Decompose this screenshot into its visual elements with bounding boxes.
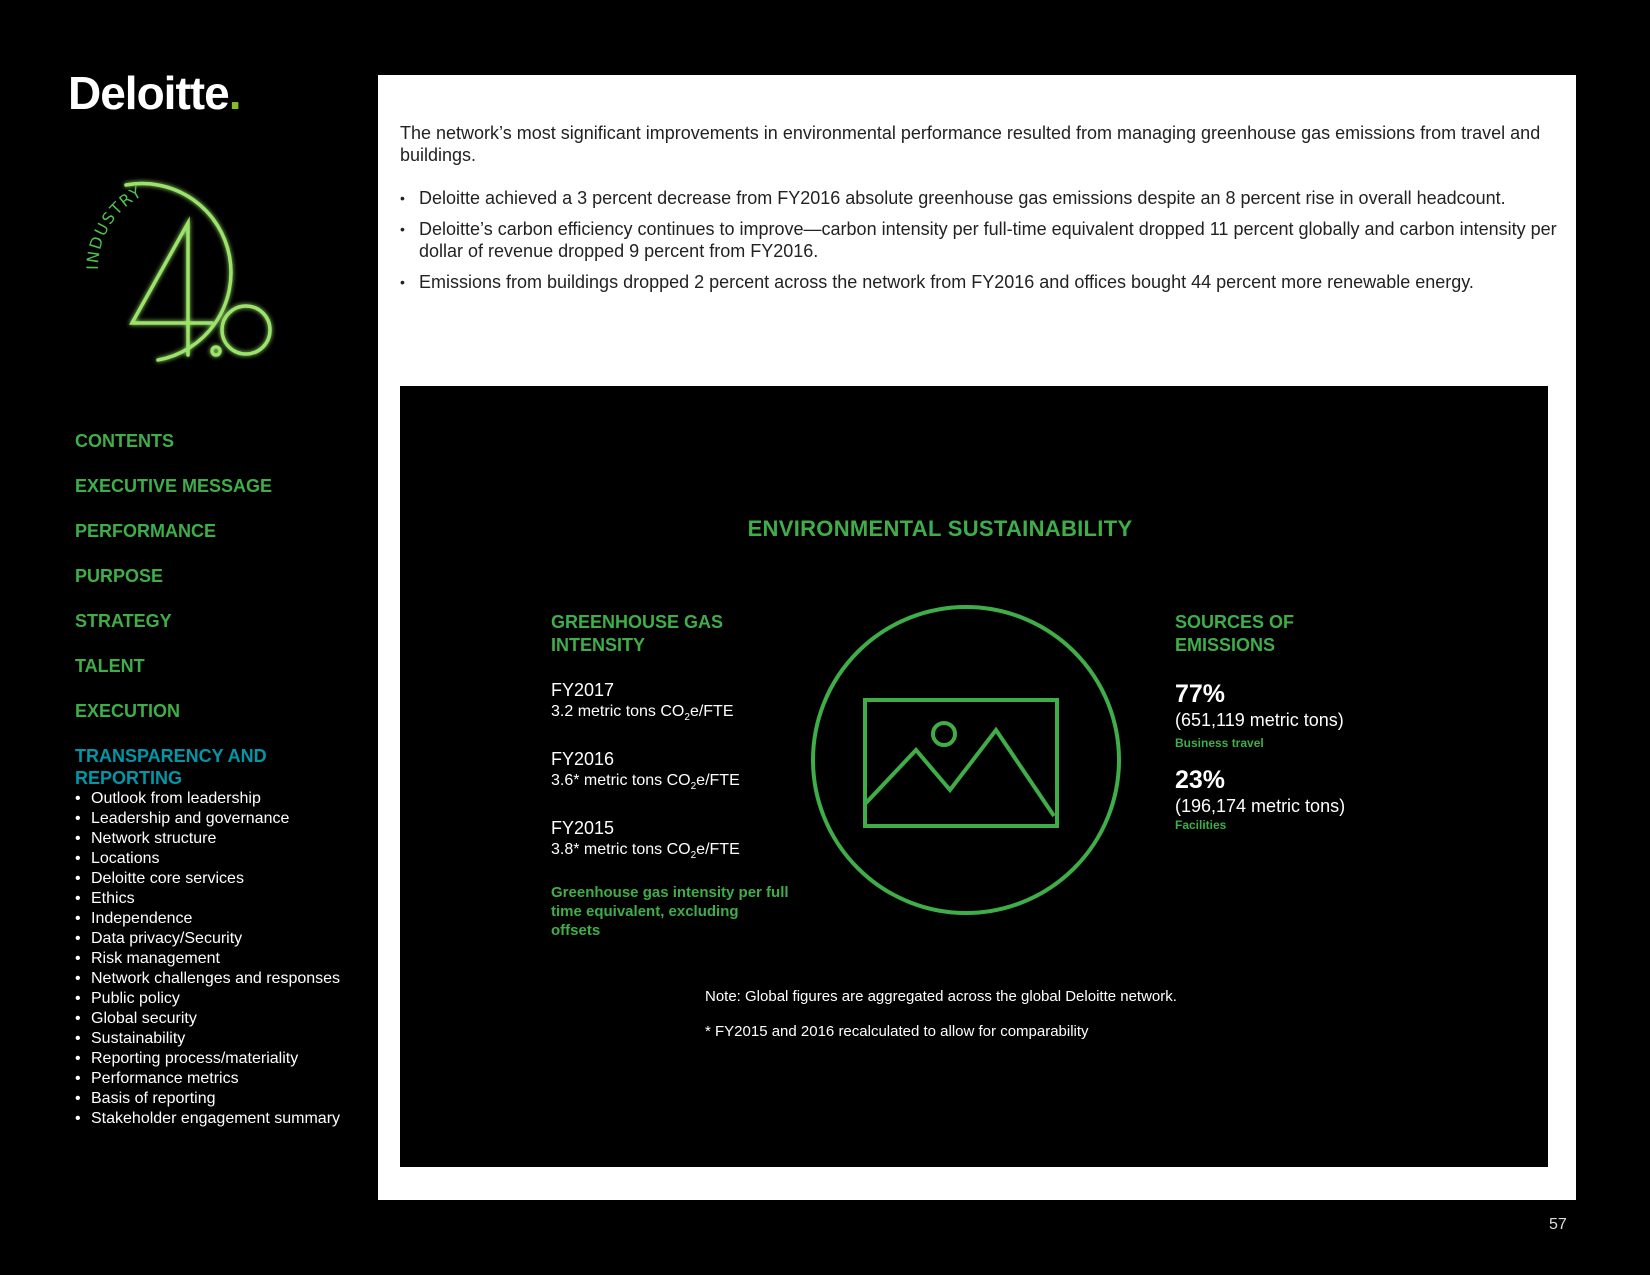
nav-subitem[interactable]: • Ethics (75, 889, 365, 909)
fy-value: 3.6* metric tons $CO_2e$/FTE (551, 772, 740, 793)
content-panel (378, 75, 1576, 1200)
source-tons: (196,174 metric tons) (1175, 796, 1346, 816)
industry-4-emblem (70, 175, 280, 375)
fy-year: FY2017 (551, 680, 615, 700)
nav-transparency-and-reporting[interactable]: TRANSPARENCY AND REPORTING (75, 746, 267, 788)
nav-subitem[interactable]: • Risk management (75, 949, 365, 969)
source-percent: 23% (1175, 766, 1226, 794)
nav-subitem[interactable]: • Global security (75, 1009, 365, 1029)
ghg-note: Greenhouse gas intensity per full time equivalent, excluding offsets (551, 883, 789, 939)
source-label: Facilities (1175, 818, 1227, 832)
nav-subitem[interactable]: • Data privacy/Security (75, 929, 365, 949)
infographic-title: ENVIRONMENTAL SUSTAINABILITY (747, 516, 1133, 541)
nav-subitem[interactable]: • Basis of reporting (75, 1089, 365, 1109)
nav-purpose[interactable]: PURPOSE (75, 566, 164, 586)
emblem-word: INDUSTRY (82, 181, 146, 271)
nav-subitem[interactable]: • Locations (75, 849, 365, 869)
logo-text: Deloitte (68, 67, 229, 119)
nav-subitem[interactable]: • Public policy (75, 989, 365, 1009)
highlight-item: • Emissions from buildings dropped 2 percent across the network from FY2016 and offices bought 44 percent more renewable energy. (400, 271, 1560, 293)
fy-year: FY2015 (551, 818, 615, 839)
nav-subitem[interactable]: • Leadership and governance (75, 809, 365, 829)
sustainability-infographic (400, 386, 1548, 1167)
fy-value: 3.8* metric tons $CO_2e$/FTE (551, 841, 740, 862)
ghg-intensity-section (551, 611, 791, 940)
sources-title-line2: EMISSIONS (1175, 635, 1276, 655)
deloitte-logo (68, 66, 240, 120)
side-navigation (75, 430, 365, 1129)
source-item (1175, 679, 1435, 751)
nav-sub-list (75, 789, 365, 1129)
nav-execution[interactable]: EXECUTION (75, 701, 181, 721)
nav-contents[interactable]: CONTENTS (75, 431, 174, 451)
note-text: Note: Global figures are aggregated across the global Deloitte network. (705, 988, 1177, 1005)
nav-subitem[interactable]: • Deloitte core services (75, 869, 365, 889)
nav-subitem[interactable]: • Performance metrics (75, 1069, 365, 1089)
ghg-title (551, 611, 791, 657)
source-item (1175, 765, 1435, 833)
fy-year: FY2016 (551, 749, 615, 770)
ghg-entry (551, 817, 791, 866)
sources-title-line1: SOURCES OF (1175, 612, 1295, 632)
page-number: 57 (1549, 1216, 1567, 1233)
footnote-text: * FY2015 and 2016 recalculated to allow for comparability (705, 1023, 1089, 1040)
sources-title (1175, 611, 1435, 657)
nav-strategy[interactable]: STRATEGY (75, 611, 172, 631)
svg-text:INDUSTRY (83, 182, 146, 270)
nav-executive-message[interactable]: EXECUTIVE MESSAGE (75, 476, 273, 496)
highlight-item: • Deloitte achieved a 3 percent decrease from FY2016 absolute greenhouse gas emissions despite an 8 percent rise in overall headcount. (400, 187, 1560, 209)
highlights-list (400, 187, 1560, 302)
source-label: Business travel (1175, 736, 1264, 750)
logo-dot: . (228, 67, 241, 119)
nav-subitem[interactable]: • Stakeholder engagement summary (75, 1109, 365, 1129)
nav-subitem[interactable]: • Sustainability (75, 1029, 365, 1049)
emission-sources-section (1175, 611, 1435, 847)
nav-subitem[interactable]: • Network challenges and responses (75, 969, 365, 989)
ghg-entry (551, 679, 791, 728)
nav-subitem[interactable]: • Outlook from leadership (75, 789, 365, 809)
infographic-notes (705, 988, 1345, 1058)
intro-paragraph: The network’s most significant improvements in environmental performance resulted from managing greenhouse gas emissions from travel and buildings. (400, 123, 1541, 165)
nav-subitem[interactable]: • Network structure (75, 829, 365, 849)
image-placeholder-icon (810, 604, 1122, 916)
ghg-entry (551, 748, 791, 797)
nav-subitem[interactable]: • Independence (75, 909, 365, 929)
ghg-title-line2: INTENSITY (551, 635, 646, 655)
ghg-title-line1: GREENHOUSE GAS (551, 612, 724, 632)
source-tons: (651,119 metric tons) (1175, 710, 1344, 730)
nav-subitem[interactable]: • Reporting process/materiality (75, 1049, 365, 1069)
source-percent: 77% (1175, 680, 1226, 708)
nav-performance[interactable]: PERFORMANCE (75, 521, 217, 541)
fy-value: 3.2 metric tons $CO_2e$/FTE (551, 703, 734, 724)
highlight-item: • Deloitte’s carbon efficiency continues to improve—carbon intensity per full-time equivalent dropped 11 percent globally and carbon intensity per dollar of revenue dropped 9 percent from FY2016. (400, 218, 1560, 262)
nav-talent[interactable]: TALENT (75, 656, 145, 676)
